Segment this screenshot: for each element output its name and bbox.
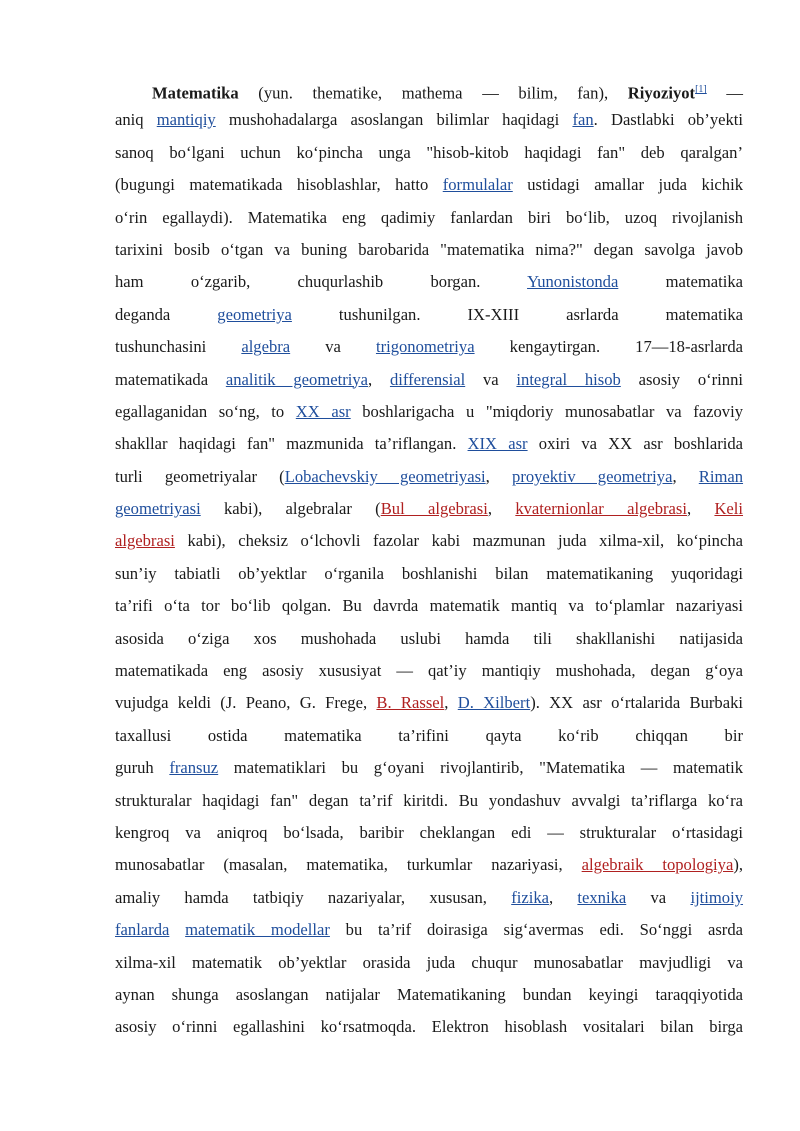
link-riman-geometriyasi-cont[interactable]: geometriyasi <box>115 499 201 519</box>
text-line: vujudga keldi (J. Peano, G. Frege, B. Rassel, D. Xilbert). XX asr o‘rtalarida Burbaki <box>115 693 743 713</box>
text-line: asosida o‘ziga xos mushohada uslubi hamda tili shakllanishi natijasida <box>115 628 743 648</box>
text-line: aniq mantiqiy mushohadalarga asoslangan bilimlar haqidagi fan. Dastlabki ob’yekti <box>115 110 744 130</box>
link-mantiqiy[interactable]: mantiqiy <box>156 110 216 130</box>
text-line: algebrasi kabi), cheksiz o‘lchovli fazolar kabi mazmunan juda xilma-xil, ko‘pincha <box>115 531 743 551</box>
text-line: o‘rin egallaydi). Matematika eng qadimiy fanlardan biri bo‘lib, uzoq rivojlanish <box>115 207 743 227</box>
text-line: matematikada eng asosiy xususiyat — qat’iy mantiqiy mushohada, degan g‘oya <box>115 661 743 681</box>
text-line: fanlarda matematik modellar bu ta’rif doirasiga sig‘avermas edi. So‘nggi asrda <box>115 920 743 940</box>
link-lobachevskiy-geometriyasi[interactable]: Lobachevskiy geometriyasi <box>284 466 486 486</box>
link-texnika[interactable]: texnika <box>577 887 627 907</box>
link-bul-algebrasi[interactable]: Bul algebrasi <box>380 499 488 519</box>
text-line: guruh fransuz matematiklari bu g‘oyani rivojlantirib, "Matematika — matematik <box>115 758 743 778</box>
link-d-xilbert[interactable]: D. Xilbert <box>457 693 531 713</box>
text-line: (bugungi matematikada hisoblashlar, hatto formulalar ustidagi amallar juda kichik <box>115 175 743 195</box>
text-line: amaliy hamda tatbiqiy nazariyalar, xususan, fizika, texnika va ijtimoiy <box>115 887 744 907</box>
text-line: turli geometriyalar (Lobachevskiy geometriyasi, proyektiv geometriya, Riman <box>115 466 744 486</box>
link-formulalar[interactable]: formulalar <box>442 175 513 195</box>
footnote-link[interactable]: [1] <box>695 84 707 95</box>
link-algebraik-topologiya[interactable]: algebraik topologiya <box>581 855 734 875</box>
text-line: aynan shunga asoslangan natijalar Matematikaning bundan keyingi taraqqiyotida <box>115 984 743 1004</box>
link-analitik-geometriya[interactable]: analitik geometriya <box>225 369 369 389</box>
link-trigonometriya[interactable]: trigonometriya <box>375 337 475 357</box>
link-xix-asr[interactable]: XIX asr <box>467 434 528 454</box>
text-line: geometriyasi kabi), algebralar (Bul algebrasi, kvaternionlar algebrasi, Keli <box>115 499 744 519</box>
link-fizika[interactable]: fizika <box>511 887 549 907</box>
link-proyektiv-geometriya[interactable]: proyektiv geometriya <box>512 466 673 486</box>
link-keli-algebrasi-cont[interactable]: algebrasi <box>115 531 175 551</box>
link-yunonistonda[interactable]: Yunonistonda <box>527 272 619 292</box>
term-riyoziyot: Riyoziyot <box>627 83 696 103</box>
text-line: sanoq bo‘lgani uchun ko‘pincha unga "hisob-kitob haqidagi fan" deb qaralgan’ <box>115 142 743 162</box>
link-fransuz[interactable]: fransuz <box>169 758 219 778</box>
text-line: xilma-xil matematik ob’yektlar orasida juda chuqur munosabatlar mavjudligi va <box>115 952 743 972</box>
link-xx-asr[interactable]: XX asr <box>295 401 351 421</box>
link-matematik-modellar[interactable]: matematik modellar <box>185 920 330 940</box>
link-algebra[interactable]: algebra <box>241 337 291 357</box>
link-fan[interactable]: fan <box>572 110 594 130</box>
text-line: tushunchasini algebra va trigonometriya kengaytirgan. 17—18-asrlarda <box>115 337 743 357</box>
link-integral-hisob[interactable]: integral hisob <box>516 369 621 389</box>
text-line: asosiy o‘rinni egallashini ko‘rsatmoqda. Elektron hisoblash vositalari bilan birga <box>115 1017 743 1037</box>
link-ijtimoiy-fanlarda-cont[interactable]: fanlarda <box>115 920 170 940</box>
link-ijtimoiy-fanlarda[interactable]: ijtimoiy <box>690 887 744 907</box>
text-line: egallaganidan so‘ng, to XX asr boshlarigacha u "miqdoriy munosabatlar va fazoviy <box>115 401 743 421</box>
term-matematika: Matematika <box>152 83 239 103</box>
link-b-rassel[interactable]: B. Rassel <box>376 693 445 713</box>
link-kvaternionlar-algebrasi[interactable]: kvaternionlar algebrasi <box>515 499 687 519</box>
text-line: taxallusi ostida matematika ta’rifini qayta ko‘rib chiqqan bir <box>115 725 743 745</box>
link-keli-algebrasi[interactable]: Keli <box>714 499 744 519</box>
link-geometriya[interactable]: geometriya <box>217 304 292 324</box>
document-page <box>115 72 743 1044</box>
text-line: ta’rifi o‘ta tor bo‘lib qolgan. Bu davrda matematik mantiq va to‘plamlar nazariyasi <box>115 596 743 616</box>
text-line: shakllar haqidagi fan" mazmunida ta’riflangan. XIX asr oxiri va XX asr boshlarida <box>115 434 743 454</box>
link-differensial[interactable]: differensial <box>389 369 466 389</box>
text-line: sun’iy tabiatli ob’yektlar o‘rganila boshlanishi bilan matematikaning yuqoridagi <box>115 563 743 583</box>
text-line: tarixini bosib o‘tgan va buning barobarida "matematika nima?" degan savolga javob <box>115 239 743 259</box>
text-line: deganda geometriya tushunilgan. IX-XIII asrlarda matematika <box>115 304 743 324</box>
text-line: ham o‘zgarib, chuqurlashib borgan. Yunonistonda matematika <box>115 272 743 292</box>
text-line: strukturalar haqidagi fan" degan ta’rif kiritdi. Bu yondashuv avvalgi ta’riflarga ko‘ra <box>115 790 743 810</box>
text-line: Matematika (yun. thematike, mathema — bilim, fan), Riyoziyot[1] — <box>152 83 743 103</box>
link-riman-geometriyasi[interactable]: Riman <box>698 466 744 486</box>
text-line: munosabatlar (masalan, matematika, turkumlar nazariyasi, algebraik topologiya), <box>115 855 743 875</box>
text-line: matematikada analitik geometriya, differensial va integral hisob asosiy o‘rinni <box>115 369 743 389</box>
text-line: kengroq va aniqroq bo‘lsada, baribir cheklangan edi — strukturalar o‘rtasidagi <box>115 822 743 842</box>
